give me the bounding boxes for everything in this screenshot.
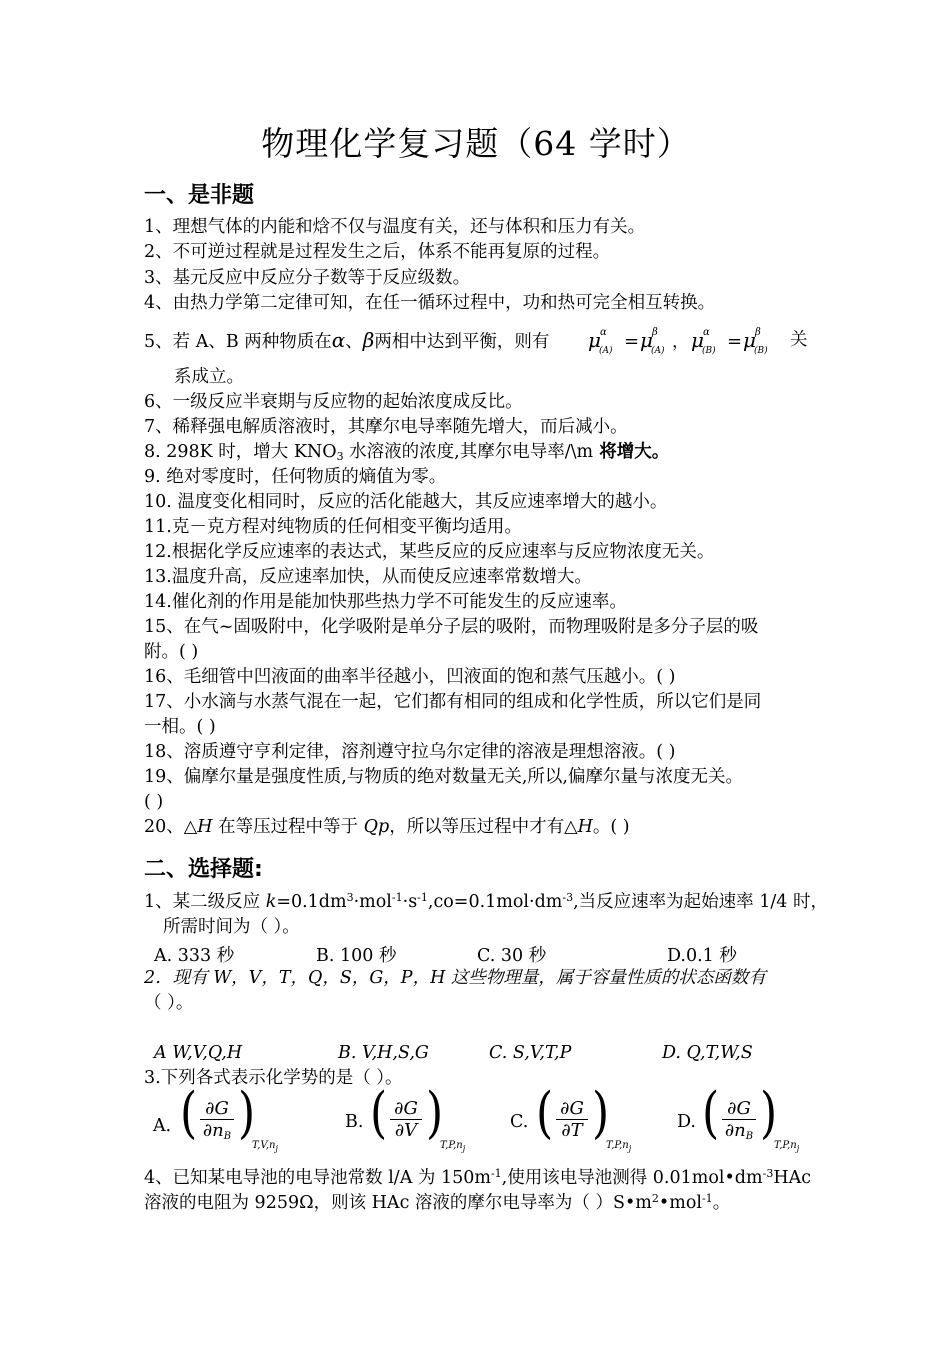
q8-part-b: 水溶液的浓度,其摩尔电导率 — [343, 442, 565, 462]
numerator: ∂G — [205, 1098, 229, 1119]
den-sub: B — [745, 1131, 754, 1142]
question-2: 2、不可逆过程就是过程发生之后，体系不能再复原的过程。 — [144, 242, 611, 262]
q5-mid: 两相中达到平衡，则有 — [374, 332, 550, 352]
page-title: 物理化学复习题（64 学时） — [261, 124, 691, 163]
paren-left: ( — [180, 1081, 198, 1146]
choice-question-1-cont: 所需时间为（ ）。 — [163, 917, 300, 937]
cq1-c: ·mol — [353, 892, 392, 912]
paren-right: ) — [592, 1081, 610, 1146]
cq1-e: ,co=0.1mol·dm — [427, 892, 563, 912]
mu-sub-b-1: (B) — [702, 346, 716, 356]
q5-suffix: 关 — [790, 330, 808, 350]
fraction — [556, 1098, 588, 1141]
subscript-text: T,P,n — [440, 1140, 463, 1151]
question-6: 6、一级反应半衰期与反应物的起始浓度成反比。 — [144, 392, 523, 412]
cq1-supm1b: -1 — [417, 891, 428, 904]
mu-sub-b-2: (B) — [754, 346, 768, 356]
paren-right: ) — [760, 1081, 778, 1146]
mu-sup-beta-2: β — [755, 327, 761, 338]
choice-question-1 — [144, 891, 828, 913]
mu-sup-beta-1: β — [652, 327, 658, 338]
cq4-line2a: 溶液的电阻为 9259Ω，则该 HAc 溶液的摩尔电导率为（ ）S•m — [144, 1193, 652, 1213]
question-17: 17、小水滴与水蒸气混在一起，它们都有相同的组成和化学性质，所以它们是同 — [144, 692, 762, 712]
numerator: ∂G — [560, 1098, 584, 1119]
paren-left: ( — [370, 1081, 388, 1146]
equals-1: = — [624, 331, 640, 352]
paren-left: ( — [702, 1081, 720, 1146]
question-7: 7、稀释强电解质溶液时，其摩尔电导率随先增大，而后减小。 — [144, 417, 628, 437]
cq4-a: 4、已知某电导池的电导池常数 l/A 为 150m — [144, 1168, 491, 1188]
cq1-option-d: D.0.1 秒 — [667, 946, 737, 966]
cq1-option-a: A. 333 秒 — [154, 946, 235, 966]
subscript-j: j — [462, 1144, 466, 1153]
question-19: 19、偏摩尔量是强度性质,与物质的绝对数量无关,所以,偏摩尔量与浓度无关。 — [144, 767, 743, 787]
numerator: ∂G — [727, 1098, 751, 1119]
subscript — [440, 1140, 465, 1151]
cq1-supm3: -3 — [562, 891, 574, 904]
question-13: 13.温度升高，反应速率加快，从而使反应速率常数增大。 — [144, 567, 592, 587]
cq2-option-d: D. Q,T,W,S — [662, 1043, 753, 1063]
fraction — [722, 1098, 756, 1141]
mu-a-beta: μ — [640, 328, 653, 352]
question-10: 10. 温度变化相同时，反应的活化能越大，其反应速率增大的越小。 — [144, 492, 668, 512]
question-15: 15、在气~固吸附中，化学吸附是单分子层的吸附，而物理吸附是多分子层的吸 — [144, 617, 759, 637]
question-18: 18、溶质遵守亨利定律，溶剂遵守拉乌尔定律的溶液是理想溶液。( ) — [144, 742, 676, 762]
question-12: 12.根据化学反应速率的表达式，某些反应的反应速率与反应物浓度无关。 — [144, 542, 715, 562]
choice-question-4-cont — [144, 1192, 730, 1214]
q20-qp: Qp — [363, 817, 390, 837]
question-8 — [144, 441, 669, 463]
mu-a-alpha: μ — [588, 328, 601, 352]
cq4-line2b: •mol — [658, 1193, 702, 1213]
cq3-option-d — [702, 1081, 812, 1154]
q5-prefix: 5、若 A、B 两种物质在 — [144, 332, 332, 352]
question-14: 14.催化剂的作用是能加快那些热力学不可能发生的反应速率。 — [144, 592, 627, 612]
q20-d: 。( ) — [592, 817, 630, 837]
question-17-cont: 一相。( ) — [144, 717, 216, 737]
q20-b: 在等压过程中等于 — [212, 817, 364, 837]
q8-symbol: ∕\m — [564, 442, 594, 462]
denominator — [200, 1119, 234, 1141]
cq1-a: 1、某二级反应 — [144, 892, 266, 912]
choice-question-3: 3.下列各式表示化学势的是（ ）。 — [144, 1068, 403, 1088]
paren-right: ) — [426, 1081, 444, 1146]
question-20 — [144, 816, 630, 838]
choice-question-2-cont: （ ）。 — [144, 993, 194, 1013]
q5-continuation: 系成立。 — [174, 367, 244, 387]
q20-h2: H — [577, 817, 593, 837]
q8-sub: 3 — [336, 450, 344, 463]
choice-question-4 — [144, 1167, 811, 1189]
cq4-b: ,使用该电导池测得 0.01mol•dm — [501, 1168, 763, 1188]
cq4-sup2: 2 — [651, 1192, 659, 1205]
question-5 — [144, 329, 549, 353]
subscript-text: T,V,n — [252, 1140, 276, 1151]
cq4-c: HAc — [773, 1168, 812, 1188]
question-1: 1、理想气体的内能和焓不仅与温度有关，还与体积和压力有关。 — [144, 217, 646, 237]
denominator: ∂V — [390, 1119, 422, 1141]
cq3-label-a: A． — [153, 1116, 184, 1136]
mu-sub-a-1: (A) — [599, 346, 613, 356]
fraction — [390, 1098, 422, 1141]
cq3-option-c — [536, 1081, 646, 1154]
cq3-label-c: C. — [510, 1112, 529, 1132]
q5-sep: 、 — [345, 332, 363, 352]
cq4-supm1: -1 — [490, 1167, 502, 1180]
cq1-d: ·s — [402, 892, 418, 912]
mu-sup-alpha-1: α — [600, 327, 607, 338]
question-15-cont: 附。( ) — [144, 642, 199, 662]
section-heading-true-false: 一、是非题 — [144, 183, 255, 208]
cq1-option-c: C. 30 秒 — [477, 946, 547, 966]
q5-mu-equation — [588, 322, 788, 358]
cq4-period: 。 — [712, 1193, 731, 1213]
den-sub: B — [223, 1131, 232, 1142]
cq1-b: =0.1dm — [276, 892, 347, 912]
subscript-j: j — [275, 1144, 278, 1153]
section-heading-choice: 二、选择题: — [144, 857, 263, 882]
question-4: 4、由热力学第二定律可知，在任一循环过程中，功和热可完全相互转换。 — [144, 293, 716, 313]
cq1-k: k — [265, 892, 277, 912]
subscript-text: T,P,n — [606, 1140, 629, 1151]
choice-question-2: 2．现有 W，V，T，Q，S，G，P，H 这些物理量，属于容量性质的状态函数有 — [144, 968, 766, 988]
q5-alpha: α — [331, 328, 346, 352]
denominator — [722, 1119, 756, 1141]
subscript — [606, 1140, 631, 1151]
question-9: 9. 绝对零度时，任何物质的熵值为零。 — [144, 467, 447, 487]
question-19-cont: ( ) — [144, 792, 164, 812]
cq2-option-c: C. S,V,T,P — [489, 1043, 572, 1063]
q20-a: 20、△ — [144, 817, 198, 837]
cq2-option-b: B. V,H,S,G — [338, 1043, 429, 1063]
numerator: ∂G — [394, 1098, 418, 1119]
subscript-j: j — [628, 1144, 632, 1153]
q20-c: ，所以等压过程中才有△ — [389, 817, 578, 837]
cq2-option-a: A W,V,Q,H — [154, 1043, 243, 1063]
q8-part-a: 8. 298K 时，增大 KNO — [144, 442, 337, 462]
den-text: ∂n — [202, 1120, 224, 1141]
mu-b-beta: μ — [743, 328, 756, 352]
equals-2: = — [727, 331, 743, 352]
paren-left: ( — [536, 1081, 554, 1146]
subscript-text: T,P,n — [774, 1140, 797, 1151]
q8-part-c: 将增大。 — [593, 442, 670, 462]
mu-sup-alpha-2: α — [703, 327, 710, 338]
cq3-label-b: B. — [345, 1112, 364, 1132]
cq1-supm1a: -1 — [391, 891, 403, 904]
cq3-option-b — [370, 1081, 480, 1154]
fraction — [200, 1098, 234, 1141]
cq3-option-a — [180, 1081, 290, 1154]
question-16: 16、毛细管中凹液面的曲率半径越小，凹液面的饱和蒸气压越小。( ) — [144, 667, 676, 687]
cq1-f: ,当反应速率为起始速率 1/4 时， — [573, 892, 828, 912]
question-3: 3、基元反应中反应分子数等于反应级数。 — [144, 268, 471, 288]
mu-b-alpha: μ — [691, 328, 704, 352]
denominator: ∂T — [556, 1119, 588, 1141]
subscript — [252, 1140, 278, 1151]
comma: ， — [672, 332, 689, 352]
mu-sub-a-2: (A) — [651, 346, 665, 356]
q5-beta: β — [362, 328, 375, 352]
cq1-option-b: B. 100 秒 — [316, 946, 397, 966]
cq1-sup3: 3 — [346, 891, 354, 904]
cq3-label-d: D. — [677, 1112, 696, 1132]
den-text: ∂n — [724, 1120, 746, 1141]
question-11: 11.克－克方程对纯物质的任何相变平衡均适用。 — [144, 517, 522, 537]
subscript — [774, 1140, 799, 1151]
cq4-supm3: -3 — [762, 1167, 774, 1180]
subscript-j: j — [796, 1144, 800, 1153]
cq4-supm1b: -1 — [701, 1192, 713, 1205]
q20-h: H — [197, 817, 213, 837]
paren-right: ) — [238, 1081, 256, 1146]
